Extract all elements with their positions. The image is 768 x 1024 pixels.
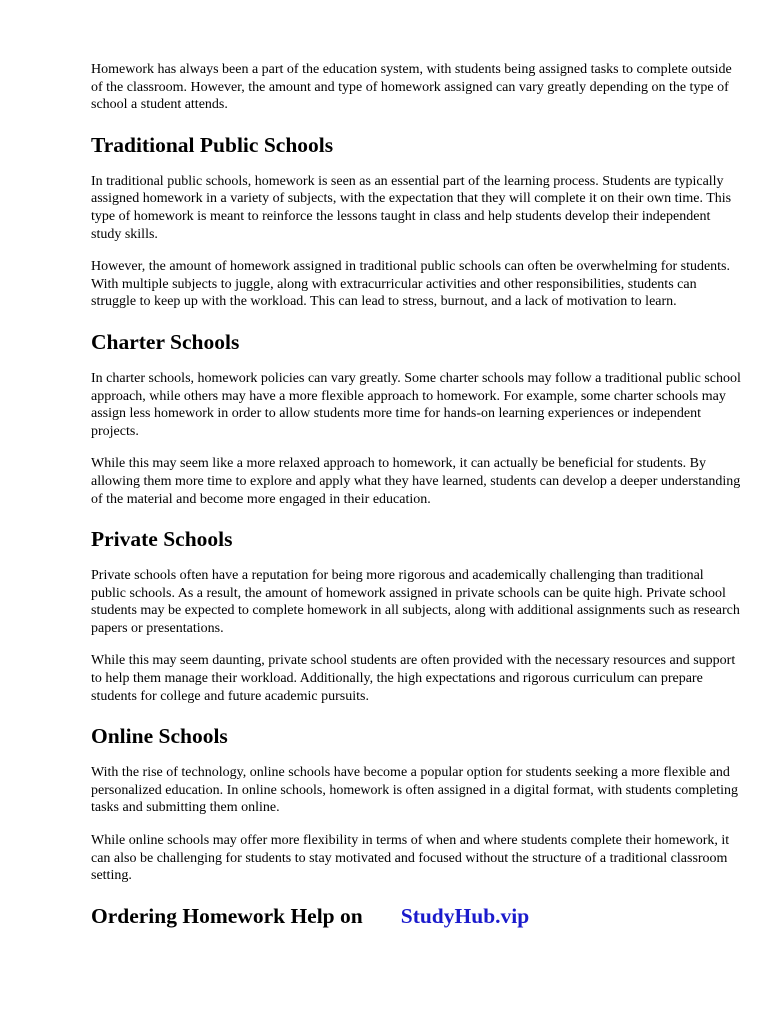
intro-paragraph: Homework has always been a part of the education system, with students being assigned tasks to complete outside of the classroom. However, the amount and type of homework assigned can vary greatly depending on the type of school a student attends. <box>91 62 732 113</box>
heading-private-schools: Private Schools <box>91 527 233 552</box>
document-page <box>91 60 741 944</box>
heading-charter-schools: Charter Schools <box>91 329 240 354</box>
paragraph-online-1: With the rise of technology, online schools have become a popular option for students seeking a more flexible and personalized education. In online schools, homework is often assigned in a digital format, with students completing tasks and submitting them online. <box>91 765 738 816</box>
paragraph-traditional-2: However, the amount of homework assigned in traditional public schools can often be overwhelming for students. With multiple subjects to juggle, along with extracurricular activities and other responsibilities, students can struggle to keep up with the workload. This can lead to stress, burnout, and a lack of motivation to learn. <box>91 259 731 310</box>
paragraph-charter-1: In charter schools, homework policies can vary greatly. Some charter schools may follow a traditional public school approach, while others may have a more flexible approach to homework. For example, some charter schools may assign less homework in order to allow students more time for hands-on learning experiences or independent projects. <box>91 370 741 439</box>
heading-online-schools: Online Schools <box>91 724 228 749</box>
paragraph-traditional-1: In traditional public schools, homework is seen as an essential part of the learning process. Students are typically assigned homework in a variety of subjects, with the expectation that they will complete it on their own time. This type of homework is meant to reinforce the lessons taught in class and help students develop their independent study skills. <box>91 173 732 242</box>
studyhub-link[interactable]: StudyHub.vip <box>400 903 530 928</box>
heading-traditional-public-schools: Traditional Public Schools <box>91 132 334 157</box>
paragraph-private-2: While this may seem daunting, private school students are often provided with the necessary resources and support to help them manage their workload. Additionally, the high expectations and rigorous curriculum can prepare students for college and future academic pursuits. <box>91 653 736 704</box>
paragraph-private-1: Private schools often have a reputation for being more rigorous and academically challenging than traditional public schools. As a result, the amount of homework assigned in private schools can be quite high. Private school students may be expected to complete homework in all subjects, along with additional assignments such as research papers or presentations. <box>91 568 740 636</box>
paragraph-charter-2: While this may seem like a more relaxed approach to homework, it can actually be beneficial for students. By allowing them more time to explore and apply what they have learned, students can develop a deeper understanding of the material and become more engaged in their education. <box>91 456 741 507</box>
paragraph-online-2: While online schools may offer more flexibility in terms of when and where students complete their homework, it can also be challenging for students to stay motivated and focused without the structure of a traditional classroom setting. <box>91 833 730 884</box>
ordering-heading-text: Ordering Homework Help on <box>91 903 363 928</box>
ordering-heading <box>91 903 741 929</box>
